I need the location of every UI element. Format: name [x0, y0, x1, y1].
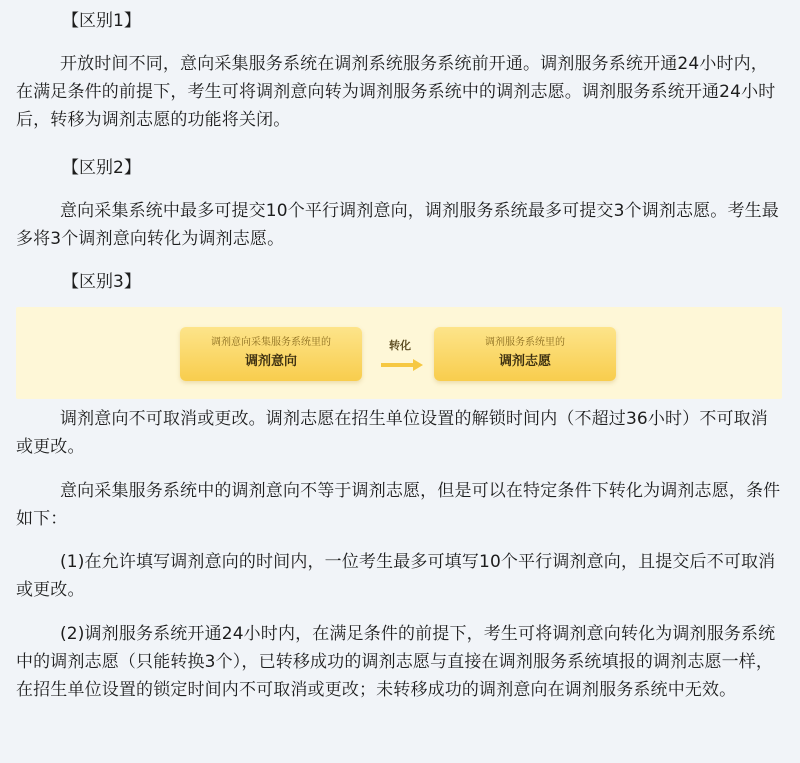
- arrow-label: 转化: [389, 339, 411, 352]
- intent-box: [180, 327, 362, 381]
- section3-para1: 调剂意向不可取消或更改。调剂志愿在招生单位设置的解锁时间内（不超过36小时）不可取消或更改。: [16, 409, 768, 457]
- intent-box-caption: 调剂意向采集服务系统里的: [211, 337, 331, 348]
- intent-box-title: 调剂意向: [244, 354, 297, 369]
- volunteer-box-title: 调剂志愿: [498, 354, 551, 369]
- section3-para2: 意向采集服务系统中的调剂意向不等于调剂志愿，但是可以在特定条件下转化为调剂志愿，条件如下：: [16, 481, 781, 529]
- section3-heading: 【区别3】: [62, 272, 141, 292]
- conversion-diagram: [16, 307, 782, 399]
- volunteer-box: [434, 327, 616, 381]
- section2-text: 意向采集系统中最多可提交10个平行调剂意向，调剂服务系统最多可提交3个调剂志愿。考生最多将3个调剂意向转化为调剂志愿。: [16, 201, 779, 249]
- section2-heading: 【区别2】: [62, 158, 141, 178]
- section1-heading: 【区别1】: [62, 11, 141, 31]
- section3-para3: (1)在允许填写调剂意向的时间内，一位考生最多可填写10个平行调剂意向，且提交后不可取消或更改。: [16, 552, 776, 600]
- volunteer-box-caption: 调剂服务系统里的: [485, 337, 565, 348]
- right-arrow-icon: [381, 359, 423, 371]
- section1-text: 开放时间不同，意向采集服务系统在调剂系统服务系统前开通。调剂服务系统开通24小时内，在满足条件的前提下，考生可将调剂意向转为调剂服务系统中的调剂志愿。调剂服务系统开通24小时后，转移为调剂志愿的功能将关闭。: [16, 54, 776, 130]
- section3-para4: (2)调剂服务系统开通24小时内，在满足条件的前提下，考生可将调剂意向转化为调剂服务系统中的调剂志愿（只能转换3个），已转移成功的调剂志愿与直接在调剂服务系统填报的调剂志愿一样，在招生单位设置的锁定时间内不可取消或更改；未转移成功的调剂意向在调剂服务系统中无效。: [16, 624, 776, 700]
